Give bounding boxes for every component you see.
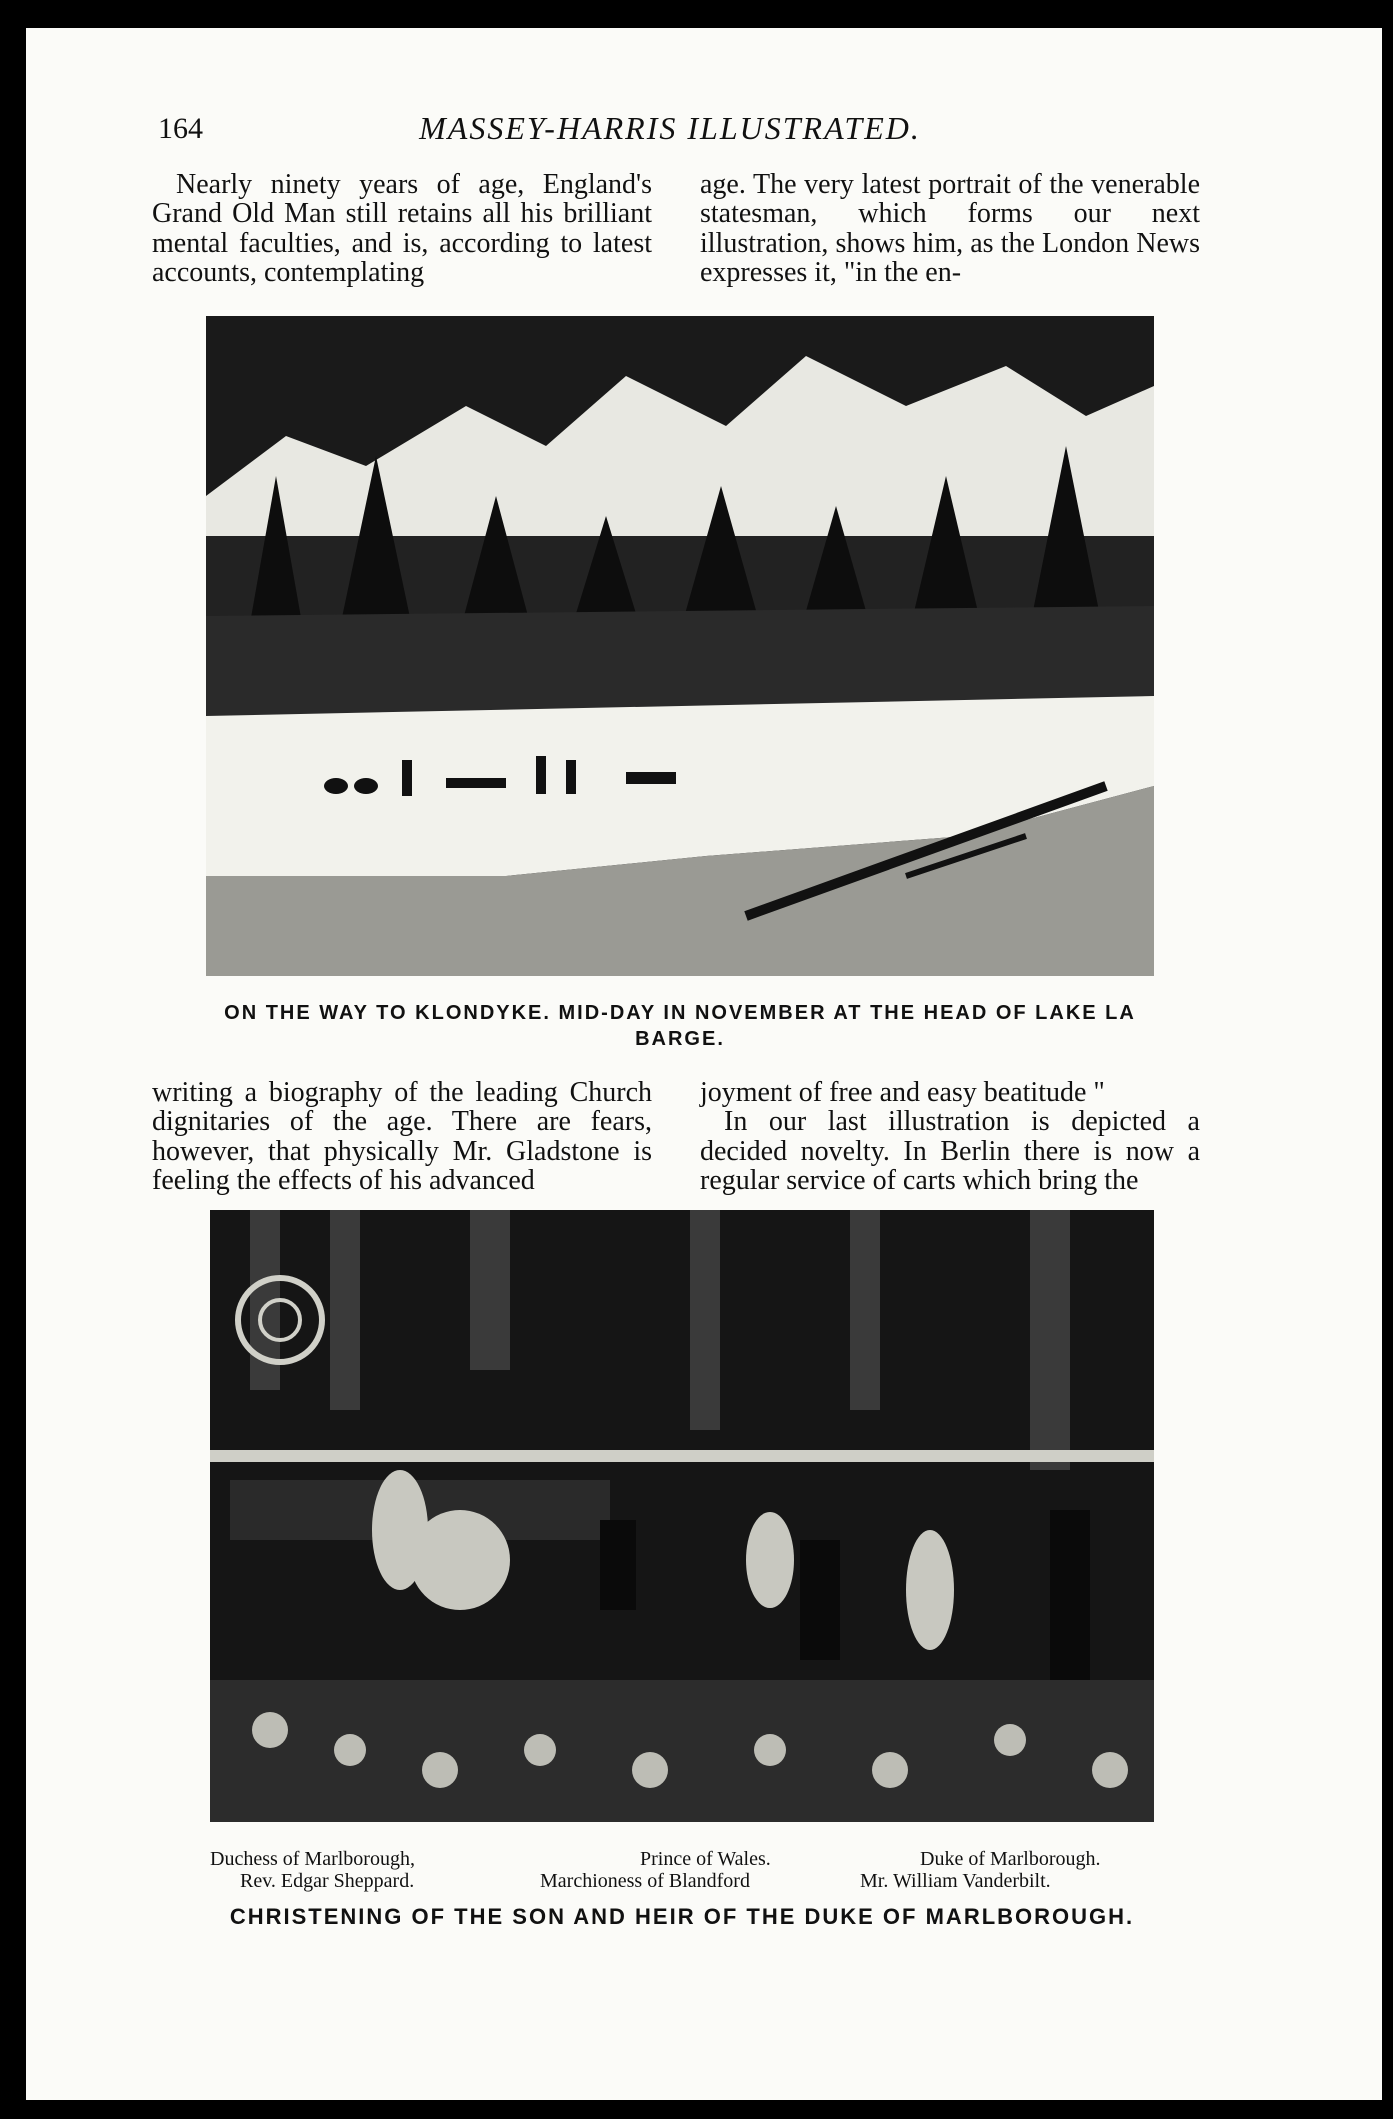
figure-name-label: Marchioness of Blandford [540, 1870, 750, 1892]
name-row [210, 1870, 1154, 1892]
figure-name-label: Mr. William Vanderbilt. [860, 1870, 1051, 1892]
klondyke-illustration [206, 316, 1154, 976]
figure-name-label: Duke of Marlborough. [920, 1848, 1101, 1870]
paragraph: In our last illustration is depicted a decided novelty. In Berlin there is now a regular service of carts which bring the [700, 1106, 1200, 1197]
figure2-name-key [210, 1848, 1154, 1892]
text-column-3 [152, 1078, 652, 1196]
paragraph: writing a biography of the leading Church dignitaries of the age. There are fears, however, that physically Mr. Gladstone is feeling the effects of his advanced [152, 1077, 652, 1197]
page-number: 164 [158, 112, 203, 145]
text-column-2 [700, 170, 1200, 288]
running-head: MASSEY-HARRIS ILLUSTRATED. [419, 110, 921, 146]
figure-name-label: Rev. Edgar Sheppard. [240, 1870, 415, 1892]
paragraph: joyment of free and easy beatitude " [700, 1077, 1105, 1108]
page-header [130, 110, 1210, 160]
christening-engraving [210, 1210, 1154, 1822]
paragraph: Nearly ninety years of age, England's Grand Old Man still retains all his brilliant mental faculties, and is, according to latest accounts, contemplating [152, 169, 652, 289]
figure2-caption: CHRISTENING OF THE SON AND HEIR OF THE DUKE OF MARLBOROUGH. [229, 1904, 1135, 1929]
figure-name-label: Duchess of Marlborough, [210, 1848, 415, 1870]
text-column-4 [700, 1078, 1200, 1196]
klondyke-engraving [206, 316, 1154, 976]
text-column-1 [152, 170, 652, 288]
name-row [210, 1848, 1154, 1870]
christening-illustration [210, 1210, 1154, 1822]
figure-name-label: Prince of Wales. [640, 1848, 771, 1870]
figure1-caption: ON THE WAY TO KLONDYKE. MID-DAY IN NOVEMBER AT THE HEAD OF LAKE LA BARGE. [224, 1002, 1136, 1050]
paragraph: age. The very latest portrait of the venerable statesman, which forms our next illustration, shows him, as the London News expresses it, "in the en- [700, 169, 1200, 289]
